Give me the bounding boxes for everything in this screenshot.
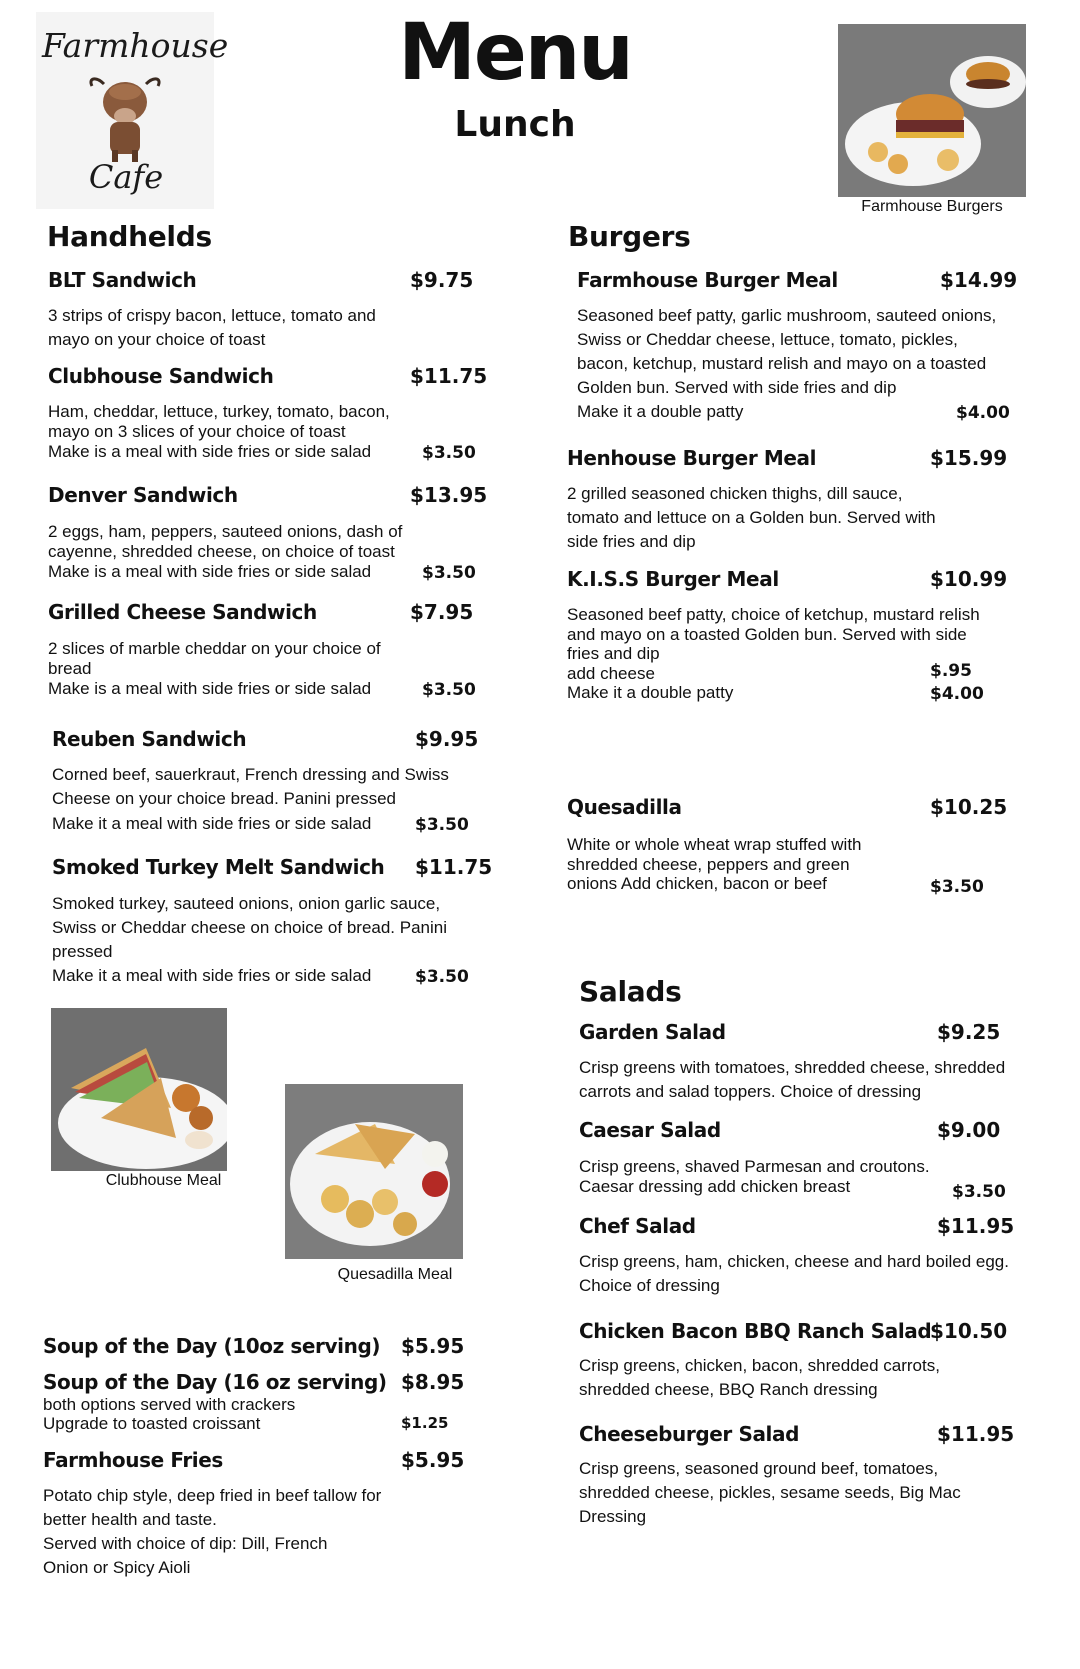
item-name: Quesadilla [567, 795, 682, 819]
clubhouse-photo-caption: Clubhouse Meal [105, 1172, 222, 1189]
item-name: Farmhouse Burger Meal [577, 268, 838, 292]
item-description: White or whole wheat wrap stuffed with shredded cheese, peppers and green onions Add chicken, bacon or beef [567, 835, 862, 893]
item-name: Garden Salad [579, 1020, 726, 1044]
item-name: Cheeseburger Salad [579, 1422, 800, 1446]
meal-addon: Make it a double patty [567, 683, 734, 702]
item-description: Crisp greens, shaved Parmesan and croutons. Caesar dressing add chicken breast [579, 1157, 930, 1196]
item-description: 2 grilled seasoned chicken thighs, dill sauce, tomato and lettuce on a Golden bun. Served with side fries and dip [567, 484, 936, 551]
item-description: 2 slices of marble cheddar on your choice of bread [48, 639, 381, 678]
item-price: $11.95 [937, 1214, 1015, 1238]
item-price: $11.75 [415, 855, 493, 879]
item-name: Grilled Cheese Sandwich [48, 600, 317, 624]
item-name: Henhouse Burger Meal [567, 446, 817, 470]
item-name: Soup of the Day (16 oz serving) [43, 1370, 387, 1394]
item-description: Seasoned beef patty, garlic mushroom, sauteed onions, Swiss or Cheddar cheese, lettuce, tomato, pickles, bacon, ketchup, mustard relish and mayo on a toasted Golden bun. Served with side fries and dip [577, 306, 997, 397]
logo-farmhouse-text: Farmhouse [42, 26, 229, 65]
salads-heading: Salads [579, 975, 682, 1008]
item-description: Crisp greens, seasoned ground beef, tomatoes, shredded cheese, pickles, sesame seeds, Big Mac Dressing [579, 1459, 961, 1526]
dip-options: Served with choice of dip: Dill, French Onion or Spicy Aioli [43, 1534, 328, 1577]
meal-addon-price: $3.50 [422, 563, 476, 583]
cafe-logo [36, 12, 229, 209]
page-subtitle: Lunch [454, 104, 576, 145]
highland-cow-icon [86, 74, 164, 164]
croissant-upgrade-price: $1.25 [401, 1414, 449, 1432]
item-name: Soup of the Day (10oz serving) [43, 1334, 381, 1358]
item-price: $5.95 [401, 1334, 465, 1358]
meal-addon: Make it a meal with side fries or side salad [52, 814, 372, 833]
item-name: Reuben Sandwich [52, 727, 247, 751]
meal-addon: Make it a double patty [577, 402, 744, 421]
item-price: $7.95 [410, 600, 474, 624]
item-price: $9.75 [410, 268, 474, 292]
item-name: Chicken Bacon BBQ Ranch Salad [579, 1319, 932, 1343]
meal-addon-price: $3.50 [422, 443, 476, 463]
meal-addon: Make is a meal with side fries or side salad [48, 442, 372, 461]
item-description: Corned beef, sauerkraut, French dressing and Swiss Cheese on your choice bread. Panini pressed [52, 765, 449, 808]
item-description: 3 strips of crispy bacon, lettuce, tomato and mayo on your choice of toast [48, 306, 376, 349]
item-price: $10.25 [930, 795, 1008, 819]
logo-cafe-text: Cafe [88, 158, 164, 196]
item-name: K.I.S.S Burger Meal [567, 567, 779, 591]
item-name: BLT Sandwich [48, 268, 197, 292]
soup-note: both options served with crackers [43, 1395, 296, 1414]
clubhouse-meal-photo [51, 1008, 227, 1171]
item-description: Crisp greens with tomatoes, shredded cheese, shredded carrots and salad toppers. Choice of dressing [579, 1058, 1006, 1101]
meal-addon-price: $3.50 [930, 877, 984, 897]
item-price: $8.95 [401, 1370, 465, 1394]
item-price: $15.99 [930, 446, 1008, 470]
meal-addon-price: $4.00 [930, 684, 984, 704]
meal-addon-price: $4.00 [956, 403, 1010, 423]
burgers-heading: Burgers [568, 220, 691, 253]
burgers-photo-caption: Farmhouse Burgers [861, 198, 1003, 215]
meal-addon: Make is a meal with side fries or side salad [48, 679, 372, 698]
item-description: Potato chip style, deep fried in beef tallow for better health and taste. [43, 1486, 382, 1529]
meal-addon-price: $.95 [930, 661, 972, 681]
meal-addon: Make is a meal with side fries or side salad [48, 562, 372, 581]
item-name: Chef Salad [579, 1214, 696, 1238]
item-description: Smoked turkey, sauteed onions, onion garlic sauce, Swiss or Cheddar cheese on choice of bread. Panini pressed [52, 894, 448, 961]
croissant-upgrade: Upgrade to toasted croissant [43, 1414, 261, 1433]
item-name: Clubhouse Sandwich [48, 364, 274, 388]
item-price: $9.95 [415, 727, 479, 751]
meal-addon-price: $3.50 [952, 1182, 1006, 1202]
item-price: $11.95 [937, 1422, 1015, 1446]
page-title: Menu [398, 8, 632, 98]
meal-addon-price: $3.50 [415, 967, 469, 987]
item-description: Crisp greens, chicken, bacon, shredded carrots, shredded cheese, BBQ Ranch dressing [579, 1356, 940, 1399]
item-name: Caesar Salad [579, 1118, 721, 1142]
item-price: $9.25 [937, 1020, 1001, 1044]
item-name: Farmhouse Fries [43, 1448, 223, 1472]
meal-addon-price: $3.50 [422, 680, 476, 700]
meal-addon: add cheese [567, 664, 655, 683]
item-price: $10.50 [930, 1319, 1008, 1343]
item-description: Seasoned beef patty, choice of ketchup, mustard relish and mayo on a toasted Golden bun. Served with side fries and dip [567, 605, 980, 663]
item-price: $14.99 [940, 268, 1018, 292]
meal-addon-price: $3.50 [415, 815, 469, 835]
item-price: $11.75 [410, 364, 488, 388]
item-description: 2 eggs, ham, peppers, sauteed onions, dash of cayenne, shredded cheese, on choice of toast [48, 522, 403, 561]
item-description: Crisp greens, ham, chicken, cheese and hard boiled egg. Choice of dressing [579, 1252, 1009, 1295]
quesadilla-photo-caption: Quesadilla Meal [337, 1266, 453, 1283]
meal-addon: Make it a meal with side fries or side salad [52, 966, 372, 985]
handhelds-heading: Handhelds [47, 220, 212, 253]
item-price: $10.99 [930, 567, 1008, 591]
item-name: Smoked Turkey Melt Sandwich [52, 855, 385, 879]
quesadilla-meal-photo [285, 1084, 463, 1259]
item-price: $9.00 [937, 1118, 1001, 1142]
item-name: Denver Sandwich [48, 483, 238, 507]
item-price: $13.95 [410, 483, 488, 507]
item-description: Ham, cheddar, lettuce, turkey, tomato, bacon, mayo on 3 slices of your choice of toast [48, 402, 390, 441]
farmhouse-burgers-photo [838, 24, 1026, 197]
item-price: $5.95 [401, 1448, 465, 1472]
